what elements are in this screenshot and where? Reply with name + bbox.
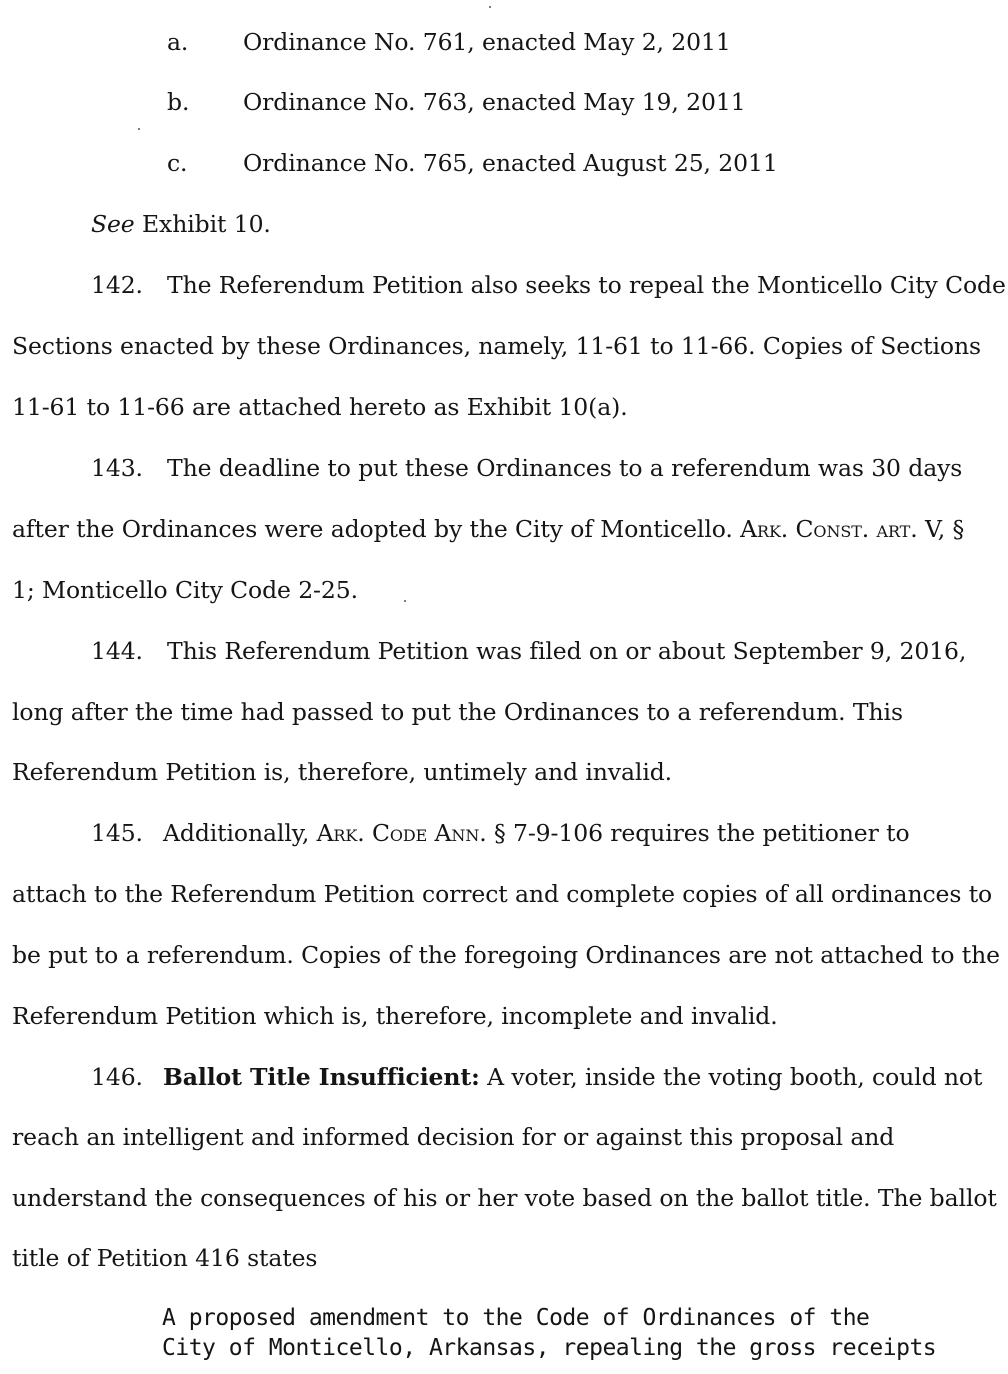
list-item-letter: b. bbox=[167, 88, 190, 116]
paragraph-142-line: Sections enacted by these Ordinances, namely, 11-61 to 11-66. Copies of Sections bbox=[12, 332, 981, 360]
paragraph-143-line: 1; Monticello City Code 2-25. bbox=[12, 576, 358, 604]
paragraph-number: 142. bbox=[91, 271, 143, 299]
scan-speck bbox=[489, 6, 491, 8]
paragraph-146-line: understand the consequences of his or her vote based on the ballot title. The ballot bbox=[12, 1184, 997, 1212]
see-signal: See bbox=[91, 210, 135, 238]
see-exhibit-text: Exhibit 10. bbox=[134, 210, 271, 238]
list-item-text: Ordinance No. 763, enacted May 19, 2011 bbox=[243, 88, 746, 116]
citation-tail-text: § 7-9-106 requires the petitioner to bbox=[486, 819, 910, 847]
paragraph-142-line: 11-61 to 11-66 are attached hereto as Exhibit 10(a). bbox=[12, 393, 628, 421]
list-item-text: Ordinance No. 761, enacted May 2, 2011 bbox=[243, 28, 731, 56]
paragraph-145-line: attach to the Referendum Petition correct and complete copies of all ordinances to bbox=[12, 880, 993, 908]
paragraph-number: 146. bbox=[91, 1063, 143, 1091]
section-heading: Ballot Title Insufficient: bbox=[163, 1063, 480, 1091]
paragraph-146-line: reach an intelligent and informed decision for or against this proposal and bbox=[12, 1123, 895, 1151]
block-quote-line: A proposed amendment to the Code of Ordinances of the bbox=[162, 1305, 870, 1331]
paragraph-146-line: title of Petition 416 states bbox=[12, 1244, 318, 1272]
list-item-letter: a. bbox=[167, 28, 189, 56]
paragraph-number: 143. bbox=[91, 454, 143, 482]
paragraph-146-text: A voter, inside the voting booth, could not bbox=[479, 1063, 983, 1091]
paragraph-145-line: be put to a referendum. Copies of the foregoing Ordinances are not attached to the bbox=[12, 941, 1000, 969]
paragraph-144-line: Referendum Petition is, therefore, untimely and invalid. bbox=[12, 758, 673, 786]
constitution-citation: Ark. Const. art. bbox=[740, 515, 918, 543]
paragraph-144-line: This Referendum Petition was filed on or about September 9, 2016, bbox=[167, 637, 967, 665]
paragraph-143-line: The deadline to put these Ordinances to a referendum was 30 days bbox=[167, 454, 963, 482]
paragraph-142-line: The Referendum Petition also seeks to repeal the Monticello City Code bbox=[167, 271, 1006, 299]
list-item-letter: c. bbox=[167, 149, 188, 177]
scan-speck bbox=[138, 128, 140, 130]
paragraph-144-line: long after the time had passed to put the Ordinances to a referendum. This bbox=[12, 698, 903, 726]
citation-lead-text: after the Ordinances were adopted by the City of Monticello. bbox=[12, 515, 741, 543]
paragraph-number: 144. bbox=[91, 637, 143, 665]
statute-citation: Ark. Code Ann. bbox=[316, 819, 487, 847]
paragraph-145-line: Referendum Petition which is, therefore, incomplete and invalid. bbox=[12, 1002, 778, 1030]
paragraph-145-line bbox=[163, 818, 910, 848]
see-exhibit-line bbox=[91, 209, 271, 239]
paragraph-143-line bbox=[12, 514, 964, 544]
block-quote-line: City of Monticello, Arkansas, repealing the gross receipts bbox=[162, 1335, 937, 1361]
citation-tail-text: V, § bbox=[917, 515, 965, 543]
citation-lead-text: Additionally, bbox=[163, 819, 317, 847]
scan-speck bbox=[404, 600, 406, 602]
paragraph-146-line bbox=[163, 1062, 982, 1092]
list-item-text: Ordinance No. 765, enacted August 25, 2011 bbox=[243, 149, 778, 177]
paragraph-number: 145. bbox=[91, 819, 143, 847]
